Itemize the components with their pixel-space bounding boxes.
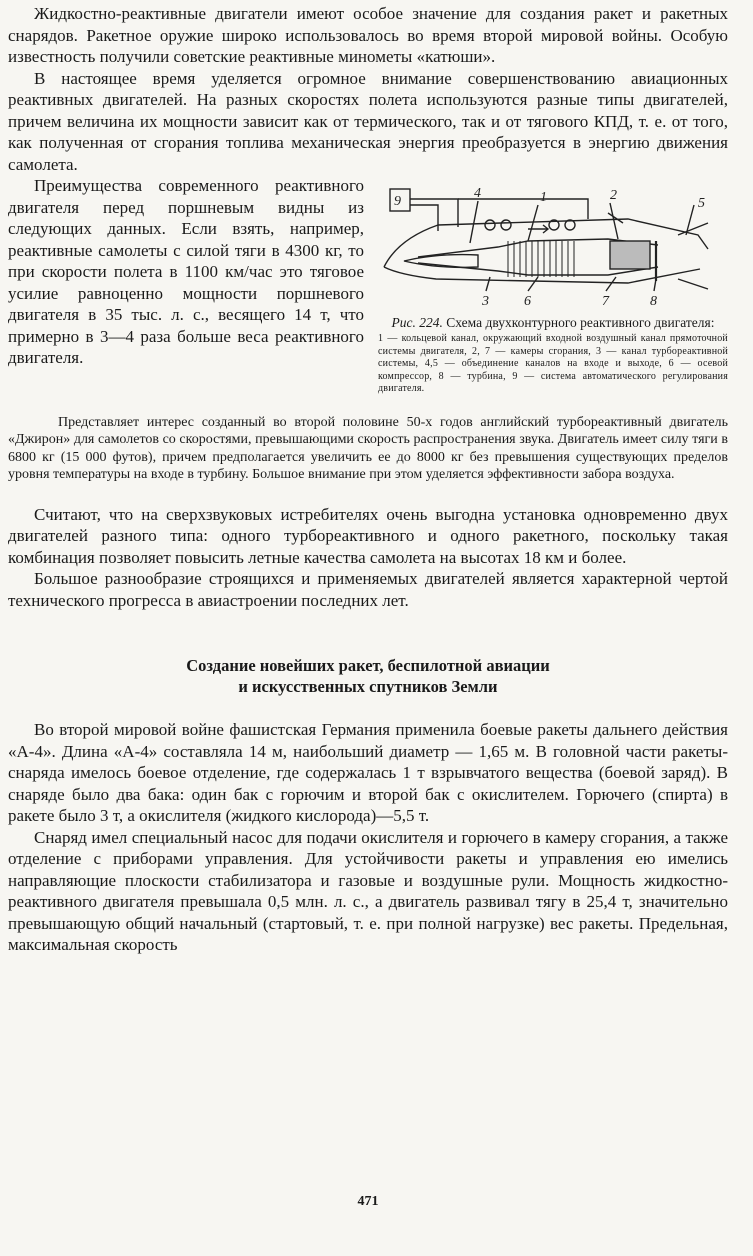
paragraph: Преимущества современного реактивного двигателя перед поршневым видны из следующих данных. Если взять, например, реактивные самолеты с силой тяги в 4300 кг, то при скорости полета в 1100 км/час это тяговое усилие равноценно мощности поршневого двигателя в 35 тыс. л. с., весящего 14 т, что примерно в 3—4 раза больше веса реактивного двигателя. <box>8 176 364 367</box>
diagram-label-4: 4 <box>474 186 481 201</box>
paragraph: Жидкостно-реактивные двигатели имеют особое значение для создания ракет и ракетных снарядов. Ракетное оружие широко использовалось во время второй мировой войны. Особую известность получили советские реактивные минометы «катюши». <box>8 4 728 66</box>
section-heading-line: Создание новейших ракет, беспилотной авиации <box>186 656 550 675</box>
paragraph: Большое разнообразие строящихся и применяемых двигателей является характерной чертой технического прогресса в авиастроении последних лет. <box>8 569 728 610</box>
section-heading <box>8 655 728 697</box>
page-number: 471 <box>357 1194 379 1209</box>
diagram-label-6: 6 <box>524 294 531 309</box>
diagram-label-9: 9 <box>394 194 401 209</box>
paragraph: В настоящее время уделяется огромное внимание совершенствованию авиационных реактивных двигателей. На разных скоростях полета используются разные типы двигателей, причем величина их мощности зависит как от термического, так и от тягового КПД, т. е. от того, как полученная от сгорания топлива механическая энергия преобразуется в энергию движения самолета. <box>8 68 728 174</box>
engine-figure <box>378 179 728 396</box>
diagram-label-2: 2 <box>610 188 617 203</box>
figure-caption: 1 — кольцевой канал, окружающий входной воздушный канал прямоточной системы двигателя, 2, 7 — камеры сгорания, 3 — канал турбореактивной системы, 4,5 — объединение каналов на входе и выходе, 6 — осевой компрессор, 8 — турбина, 9 — система автоматического регулирования двигателя. <box>378 333 728 394</box>
figure-title <box>378 315 728 331</box>
small-print-paragraph: Представляет интерес созданный во второй половине 50-х годов английский турбореактивный двигатель «Джирон» для самолетов со скоростями, превышающими скорость распространения звука. Двигатель имеет силу тяги в 6800 кг (15 000 футов), причем предполагается увеличить ее до 8000 кг без превышения существующих пределов уровня температуры на входе в турбину. Большое внимание при этом уделяется эффективности забора воздуха. <box>8 414 728 482</box>
figure-title-text: Схема двухконтурного реактивного двигателя: <box>446 315 715 330</box>
figure-number: Рис. 224. <box>391 315 443 330</box>
paragraph: Считают, что на сверхзвуковых истребителях очень выгодна установка одновременно двух двигателей разного типа: одного турбореактивного и одного ракетного, поскольку такая комбинация позволяет повысить летные качества самолета на высотах 18 км и более. <box>8 504 728 567</box>
book-page <box>8 0 728 1209</box>
diagram-label-8: 8 <box>650 294 657 309</box>
diagram-label-1: 1 <box>540 190 547 205</box>
diagram-label-3: 3 <box>482 294 489 309</box>
diagram-label-7: 7 <box>602 294 609 309</box>
paragraph: Во второй мировой войне фашистская Германия применила боевые ракеты дальнего действия «А-4». Длина «А-4» составляла 14 м, наибольший диаметр — 1,65 м. В головной части ракеты-снаряда имелось боевое отделение, где содержалась 1 т взрывчатого вещества (боевой заряд). В снаряде было два бака: один бак с горючим и второй бак с окислителем. Горючего (спирта) в ракете было 3 т, а окислителя (жидкого кислорода)—5,5 т. <box>8 720 728 825</box>
diagram-label-5: 5 <box>698 196 705 211</box>
section-heading-line: и искусственных спутников Земли <box>238 677 498 696</box>
turbofan-engine-diagram <box>378 179 728 309</box>
paragraph: Снаряд имел специальный насос для подачи окислителя и горючего в камеру сгорания, а также отделение с приборами управления. Для устойчивости ракеты и управления ею имелись направляющие плоскости стабилизатора и газовые и воздушные рули. Мощность жидкостно-реактивного двигателя превышала 0,5 млн. л. с., а двигатель развивал тягу в 25,4 т, значительно превышающую общий начальный (стартовый, т. е. при полной нагрузке) вес ракеты. Предельная, максимальная скорость <box>8 827 728 954</box>
